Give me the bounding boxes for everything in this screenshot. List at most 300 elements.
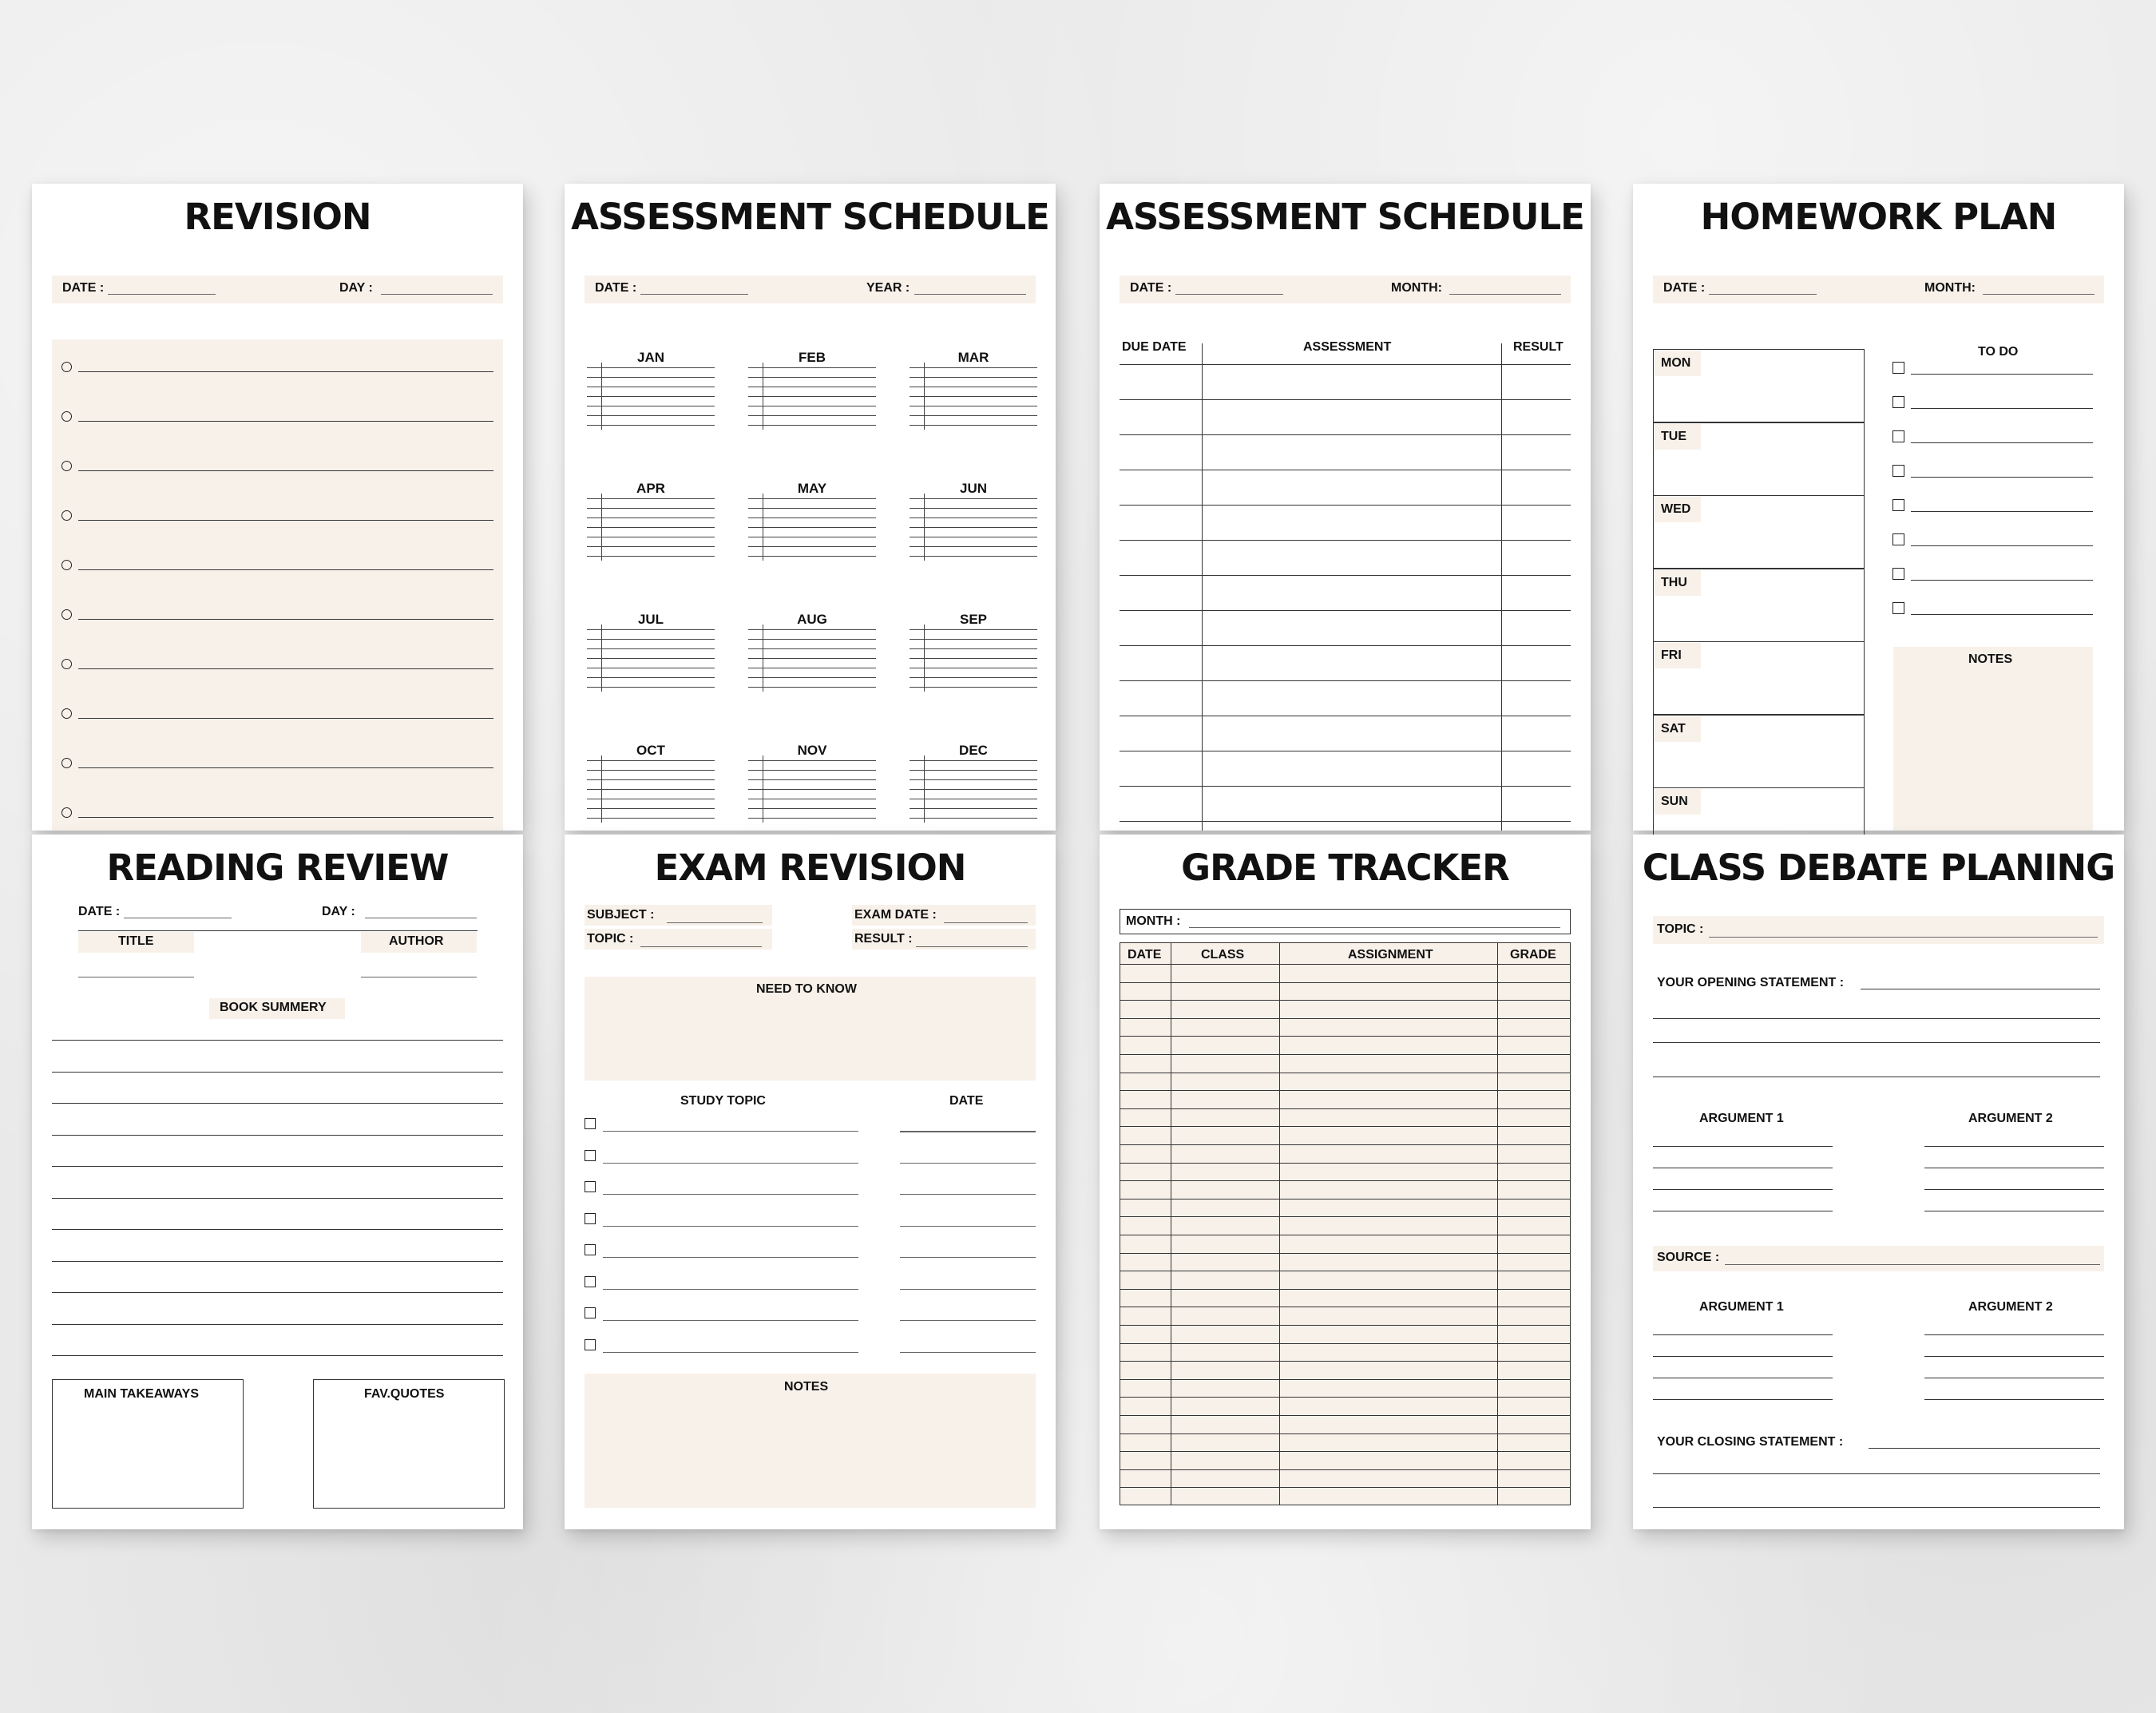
month-block[interactable] <box>587 743 715 823</box>
assessment-yearly-year-label: YEAR : <box>866 281 910 295</box>
assessment-yearly-sheet <box>565 184 1056 831</box>
month-line <box>748 760 876 761</box>
summary-line[interactable] <box>52 1103 503 1104</box>
assessment-monthly-month-line[interactable] <box>1449 294 1561 295</box>
revision-line[interactable] <box>78 470 493 471</box>
homework-month-label: MONTH: <box>1924 281 1976 295</box>
day-label: SAT <box>1661 721 1686 736</box>
topic-line[interactable] <box>640 946 762 947</box>
month-divider <box>601 363 602 430</box>
month-label: MAY <box>797 481 827 496</box>
todo-line[interactable] <box>1911 408 2093 409</box>
revision-line[interactable] <box>78 421 493 422</box>
summary-line[interactable] <box>52 1198 503 1199</box>
grade-row-line[interactable] <box>1120 982 1571 983</box>
grade-row-line[interactable] <box>1120 1487 1571 1488</box>
grade-row-line[interactable] <box>1120 1108 1571 1109</box>
assessment-monthly-date-line[interactable] <box>1175 294 1283 295</box>
revision-line[interactable] <box>78 371 493 372</box>
month-line <box>587 760 715 761</box>
month-line <box>748 818 876 819</box>
grade-row-line[interactable] <box>1120 1163 1571 1164</box>
result-line[interactable] <box>916 946 1028 947</box>
exam-date-line[interactable] <box>944 922 1028 923</box>
day-label: MON <box>1661 356 1691 370</box>
checkbox-icon[interactable] <box>585 1307 596 1318</box>
arg2-label-b: ARGUMENT 2 <box>1968 1300 2053 1314</box>
grade-row-line[interactable] <box>1120 1343 1571 1344</box>
month-label: JAN <box>636 350 664 365</box>
month-divider <box>601 494 602 561</box>
summary-line[interactable] <box>52 1166 503 1167</box>
summary-line[interactable] <box>52 1229 503 1230</box>
revision-line[interactable] <box>78 817 493 818</box>
reading-day-label: DAY : <box>322 905 355 918</box>
month-line <box>748 546 876 547</box>
assessment-monthly-month-label: MONTH: <box>1391 281 1442 295</box>
checkbox-icon[interactable] <box>585 1118 596 1129</box>
month-block[interactable] <box>587 350 715 430</box>
study-date-line[interactable] <box>900 1131 1036 1132</box>
checkbox-icon[interactable] <box>1892 465 1904 477</box>
month-divider <box>924 625 925 692</box>
grade-row-line[interactable] <box>1120 1469 1571 1470</box>
revision-title: REVISION <box>184 196 371 238</box>
month-block[interactable] <box>748 481 876 561</box>
month-line <box>587 425 715 426</box>
summary-line[interactable] <box>52 1292 503 1293</box>
debate-topic-line[interactable] <box>1709 937 2098 938</box>
source-label: SOURCE : <box>1657 1251 1720 1264</box>
assessment-row-line[interactable] <box>1120 505 1571 506</box>
col-assessment: ASSESSMENT <box>1303 340 1392 354</box>
grade-table <box>1120 942 1571 1505</box>
grade-row-line[interactable] <box>1120 1216 1571 1217</box>
grade-row-line[interactable] <box>1120 1126 1571 1127</box>
grade-row-line[interactable] <box>1120 1036 1571 1037</box>
checkbox-icon[interactable] <box>1892 362 1904 374</box>
exam-notes-label: NOTES <box>784 1380 829 1394</box>
checkbox-icon[interactable] <box>585 1213 596 1224</box>
todo-line[interactable] <box>1911 442 2093 443</box>
grade-row-line[interactable] <box>1120 1054 1571 1055</box>
source-line[interactable] <box>1725 1264 2100 1265</box>
month-line <box>910 396 1037 397</box>
result-label: RESULT : <box>854 932 913 946</box>
summary-line[interactable] <box>52 1261 503 1262</box>
month-line <box>910 556 1037 557</box>
study-topic-line[interactable] <box>603 1257 858 1258</box>
month-line <box>587 556 715 557</box>
month-line <box>587 517 715 518</box>
debate-topic-label: TOPIC : <box>1657 922 1704 936</box>
argument-2-line[interactable] <box>1924 1399 2104 1400</box>
opening-label: YOUR OPENING STATEMENT : <box>1657 976 1845 989</box>
month-line <box>587 779 715 780</box>
bullet-circle-icon[interactable] <box>61 758 72 768</box>
closing-line-2[interactable] <box>1653 1507 2100 1508</box>
month-line <box>587 789 715 790</box>
homework-date-line[interactable] <box>1709 294 1817 295</box>
closing-line-1[interactable] <box>1653 1473 2100 1474</box>
revision-line[interactable] <box>78 718 493 719</box>
grade-col-assignment: ASSIGNMENT <box>1348 948 1433 962</box>
month-line <box>587 415 715 416</box>
grade-row-line[interactable] <box>1120 1018 1571 1019</box>
revision-date-bar <box>52 276 503 303</box>
month-line <box>587 648 715 649</box>
todo-line[interactable] <box>1911 511 2093 512</box>
revision-date-line[interactable] <box>108 294 216 295</box>
bullet-circle-icon[interactable] <box>61 560 72 570</box>
checkbox-icon[interactable] <box>1892 396 1904 408</box>
revision-line[interactable] <box>78 569 493 570</box>
assessment-yearly-date-line[interactable] <box>640 294 748 295</box>
summary-line[interactable] <box>52 1355 503 1356</box>
month-label: SEP <box>959 612 988 627</box>
checkbox-icon[interactable] <box>1892 602 1904 614</box>
homework-notes-label: NOTES <box>1968 652 2013 666</box>
grade-row-line[interactable] <box>1120 1379 1571 1380</box>
month-line <box>910 818 1037 819</box>
month-line <box>748 556 876 557</box>
result-divider <box>1501 343 1502 831</box>
month-line <box>748 425 876 426</box>
checkbox-icon[interactable] <box>585 1244 596 1255</box>
month-line <box>748 508 876 509</box>
month-block[interactable] <box>910 612 1037 692</box>
month-line <box>910 517 1037 518</box>
assessment-monthly-date-bar <box>1120 276 1571 303</box>
revision-day-line[interactable] <box>381 294 493 295</box>
grade-row-line[interactable] <box>1120 1451 1571 1452</box>
arg1-label-a: ARGUMENT 1 <box>1699 1112 1784 1125</box>
homework-sheet <box>1633 184 2124 831</box>
month-line <box>910 546 1037 547</box>
month-line <box>910 789 1037 790</box>
study-topic-line[interactable] <box>603 1320 858 1321</box>
todo-label: TO DO <box>1978 345 2019 359</box>
argument-1-line[interactable] <box>1653 1146 1833 1147</box>
month-block[interactable] <box>748 612 876 692</box>
reading-divider <box>78 930 478 931</box>
month-line <box>587 396 715 397</box>
month-line <box>587 508 715 509</box>
month-line <box>748 687 876 688</box>
revision-sheet <box>32 184 523 831</box>
assessment-row-line[interactable] <box>1120 434 1571 435</box>
month-block[interactable] <box>910 743 1037 823</box>
assessment-monthly-date-label: DATE : <box>1130 281 1172 295</box>
month-label: DEC <box>959 743 988 758</box>
month-line <box>587 546 715 547</box>
grade-row-line[interactable] <box>1120 1144 1571 1145</box>
todo-line[interactable] <box>1911 580 2093 581</box>
month-line <box>587 770 715 771</box>
study-date-line[interactable] <box>900 1289 1036 1290</box>
month-line <box>587 377 715 378</box>
month-line <box>748 770 876 771</box>
assessment-yearly-date-label: DATE : <box>595 281 637 295</box>
revision-line[interactable] <box>78 668 493 669</box>
bullet-circle-icon[interactable] <box>61 510 72 521</box>
grade-row-line[interactable] <box>1120 1415 1571 1416</box>
month-line <box>587 527 715 528</box>
assessment-yearly-year-line[interactable] <box>914 294 1026 295</box>
grade-col-class: CLASS <box>1201 948 1245 962</box>
study-date-line[interactable] <box>900 1163 1036 1164</box>
grade-month-box[interactable] <box>1120 909 1571 934</box>
month-line <box>748 658 876 659</box>
month-block[interactable] <box>587 612 715 692</box>
day-label: SUN <box>1661 795 1688 808</box>
revision-line[interactable] <box>78 767 493 768</box>
month-line <box>748 527 876 528</box>
month-line <box>748 808 876 809</box>
revision-line[interactable] <box>78 619 493 620</box>
grade-row-line[interactable] <box>1120 1361 1571 1362</box>
argument-2-line[interactable] <box>1924 1189 2104 1190</box>
month-line <box>748 629 876 630</box>
bullet-circle-icon[interactable] <box>61 807 72 818</box>
grade-row-line[interactable] <box>1120 1180 1571 1181</box>
opening-line-2[interactable] <box>1653 1042 2100 1043</box>
study-topic-line[interactable] <box>603 1289 858 1290</box>
month-line <box>910 770 1037 771</box>
debate-topic-bar <box>1653 916 2104 944</box>
month-block[interactable] <box>910 481 1037 561</box>
study-date-line[interactable] <box>900 1257 1036 1258</box>
assessment-row-line[interactable] <box>1120 399 1571 400</box>
month-line <box>748 779 876 780</box>
assessment-row-line[interactable] <box>1120 680 1571 681</box>
month-line <box>910 415 1037 416</box>
argument-1-line[interactable] <box>1653 1334 1833 1335</box>
month-line <box>910 648 1037 649</box>
study-topic-label: STUDY TOPIC <box>680 1094 766 1108</box>
subject-line[interactable] <box>667 922 763 923</box>
day-label: TUE <box>1661 429 1686 443</box>
opening-line-1[interactable] <box>1653 1018 2100 1019</box>
checkbox-icon[interactable] <box>585 1276 596 1287</box>
month-label: MAR <box>957 350 989 365</box>
study-date-line[interactable] <box>900 1352 1036 1353</box>
assessment-row-line[interactable] <box>1120 821 1571 822</box>
month-line <box>910 639 1037 640</box>
arg2-label-a: ARGUMENT 2 <box>1968 1112 2053 1125</box>
assessment-header-line <box>1120 364 1571 365</box>
month-line <box>748 377 876 378</box>
homework-title: HOMEWORK PLAN <box>1700 196 2057 238</box>
subject-label: SUBJECT : <box>587 908 655 922</box>
assessment-row-line[interactable] <box>1120 645 1571 646</box>
month-line <box>587 818 715 819</box>
reading-sheet <box>32 835 523 1529</box>
argument-1-line[interactable] <box>1653 1189 1833 1190</box>
month-line <box>910 508 1037 509</box>
month-line <box>587 677 715 678</box>
argument-1-line[interactable] <box>1653 1356 1833 1357</box>
month-line <box>587 367 715 368</box>
reading-author-label: AUTHOR <box>389 934 444 948</box>
grade-row-line[interactable] <box>1120 1289 1571 1290</box>
month-label: JUN <box>959 481 987 496</box>
month-line <box>748 677 876 678</box>
argument-2-line[interactable] <box>1924 1146 2104 1147</box>
month-line <box>748 396 876 397</box>
bullet-circle-icon[interactable] <box>61 659 72 669</box>
month-block[interactable] <box>587 481 715 561</box>
month-line <box>910 677 1037 678</box>
grade-col-div-2 <box>1279 942 1280 1505</box>
bullet-circle-icon[interactable] <box>61 461 72 471</box>
reading-title-label: TITLE <box>118 934 154 948</box>
month-line <box>910 498 1037 499</box>
study-topic-line[interactable] <box>603 1131 858 1132</box>
grade-month-label: MONTH : <box>1126 914 1181 928</box>
study-date-line[interactable] <box>900 1320 1036 1321</box>
study-topic-line[interactable] <box>603 1352 858 1353</box>
month-line <box>910 808 1037 809</box>
bullet-circle-icon[interactable] <box>61 411 72 422</box>
month-line <box>910 425 1037 426</box>
todo-line[interactable] <box>1911 374 2093 375</box>
summary-line[interactable] <box>52 1324 503 1325</box>
grade-row-line[interactable] <box>1120 1000 1571 1001</box>
month-line <box>748 648 876 649</box>
need-to-know-label: NEED TO KNOW <box>756 982 857 996</box>
bullet-circle-icon[interactable] <box>61 362 72 372</box>
homework-notes-area[interactable] <box>1893 647 2093 831</box>
month-line <box>748 498 876 499</box>
revision-line[interactable] <box>78 520 493 521</box>
grade-title: GRADE TRACKER <box>1181 847 1509 889</box>
grade-header-line <box>1120 964 1571 965</box>
homework-date-bar <box>1653 276 2104 303</box>
homework-date-label: DATE : <box>1663 281 1706 295</box>
grade-row-line[interactable] <box>1120 1433 1571 1434</box>
grade-row-line[interactable] <box>1120 1090 1571 1091</box>
month-line <box>587 808 715 809</box>
quotes-label: FAV.QUOTES <box>364 1387 445 1401</box>
checkbox-icon[interactable] <box>585 1150 596 1161</box>
month-line <box>910 629 1037 630</box>
month-divider <box>601 625 602 692</box>
month-block[interactable] <box>748 743 876 823</box>
col-result: RESULT <box>1513 340 1563 354</box>
todo-line[interactable] <box>1911 614 2093 615</box>
todo-line[interactable] <box>1911 477 2093 478</box>
month-line <box>587 639 715 640</box>
month-line <box>748 367 876 368</box>
debate-title: CLASS DEBATE PLANING <box>1642 847 2115 889</box>
day-label: THU <box>1661 575 1687 589</box>
summary-line[interactable] <box>52 1040 503 1041</box>
checkbox-icon[interactable] <box>585 1181 596 1192</box>
month-divider <box>924 494 925 561</box>
assessment-row-line[interactable] <box>1120 610 1571 611</box>
argument-1-line[interactable] <box>1653 1399 1833 1400</box>
month-line <box>910 377 1037 378</box>
due-date-divider <box>1202 343 1203 831</box>
study-topic-line[interactable] <box>603 1194 858 1195</box>
argument-2-line[interactable] <box>1924 1356 2104 1357</box>
homework-month-line[interactable] <box>1983 294 2095 295</box>
month-line <box>587 687 715 688</box>
month-line <box>910 779 1037 780</box>
month-line <box>748 517 876 518</box>
argument-2-line[interactable] <box>1924 1334 2104 1335</box>
grade-month-line[interactable] <box>1189 927 1560 928</box>
takeaways-label: MAIN TAKEAWAYS <box>84 1387 200 1401</box>
revision-list-area <box>52 339 503 831</box>
arg1-label-b: ARGUMENT 1 <box>1699 1300 1784 1314</box>
month-line <box>748 639 876 640</box>
summary-line[interactable] <box>52 1072 503 1073</box>
month-label: JUL <box>637 612 664 627</box>
month-label: APR <box>636 481 665 496</box>
assessment-row-line[interactable] <box>1120 575 1571 576</box>
assessment-monthly-sheet <box>1100 184 1591 831</box>
month-block[interactable] <box>748 350 876 430</box>
summary-line[interactable] <box>52 1135 503 1136</box>
bullet-circle-icon[interactable] <box>61 609 72 620</box>
month-line <box>587 629 715 630</box>
closing-label: YOUR CLOSING STATEMENT : <box>1657 1435 1844 1449</box>
month-block[interactable] <box>910 350 1037 430</box>
bullet-circle-icon[interactable] <box>61 708 72 719</box>
grade-row-line[interactable] <box>1120 1253 1571 1254</box>
checkbox-icon[interactable] <box>1892 499 1904 511</box>
assessment-row-line[interactable] <box>1120 786 1571 787</box>
col-due-date: DUE DATE <box>1122 340 1187 354</box>
day-label: WED <box>1661 502 1691 516</box>
assessment-row-line[interactable] <box>1120 540 1571 541</box>
checkbox-icon[interactable] <box>585 1339 596 1350</box>
study-topic-line[interactable] <box>603 1163 858 1164</box>
book-summary-label: BOOK SUMMERY <box>220 1001 327 1014</box>
exam-date-label: EXAM DATE : <box>854 908 937 922</box>
checkbox-icon[interactable] <box>1892 430 1904 442</box>
checkbox-icon[interactable] <box>1892 568 1904 580</box>
grade-col-date: DATE <box>1128 948 1162 962</box>
todo-line[interactable] <box>1911 545 2093 546</box>
month-line <box>748 789 876 790</box>
month-label: NOV <box>797 743 827 758</box>
month-divider <box>924 755 925 823</box>
closing-line-0[interactable] <box>1869 1448 2100 1449</box>
assessment-monthly-title: ASSESSMENT SCHEDULE <box>1106 196 1584 238</box>
month-divider <box>601 755 602 823</box>
study-date-line[interactable] <box>900 1226 1036 1227</box>
study-date-label: DATE <box>949 1094 984 1108</box>
month-line <box>910 658 1037 659</box>
study-date-line[interactable] <box>900 1194 1036 1195</box>
grade-row-line[interactable] <box>1120 1397 1571 1398</box>
day-label: FRI <box>1661 648 1682 662</box>
topic-label: TOPIC : <box>587 932 634 946</box>
exam-title: EXAM REVISION <box>654 847 966 889</box>
reading-title: READING REVIEW <box>106 847 449 889</box>
debate-sheet <box>1633 835 2124 1529</box>
grade-row-line[interactable] <box>1120 1325 1571 1326</box>
grade-col-grade: GRADE <box>1510 948 1556 962</box>
month-label: FEB <box>799 350 826 365</box>
month-line <box>910 367 1037 368</box>
checkbox-icon[interactable] <box>1892 533 1904 545</box>
revision-date-label: DATE : <box>62 281 105 295</box>
study-topic-line[interactable] <box>603 1226 858 1227</box>
